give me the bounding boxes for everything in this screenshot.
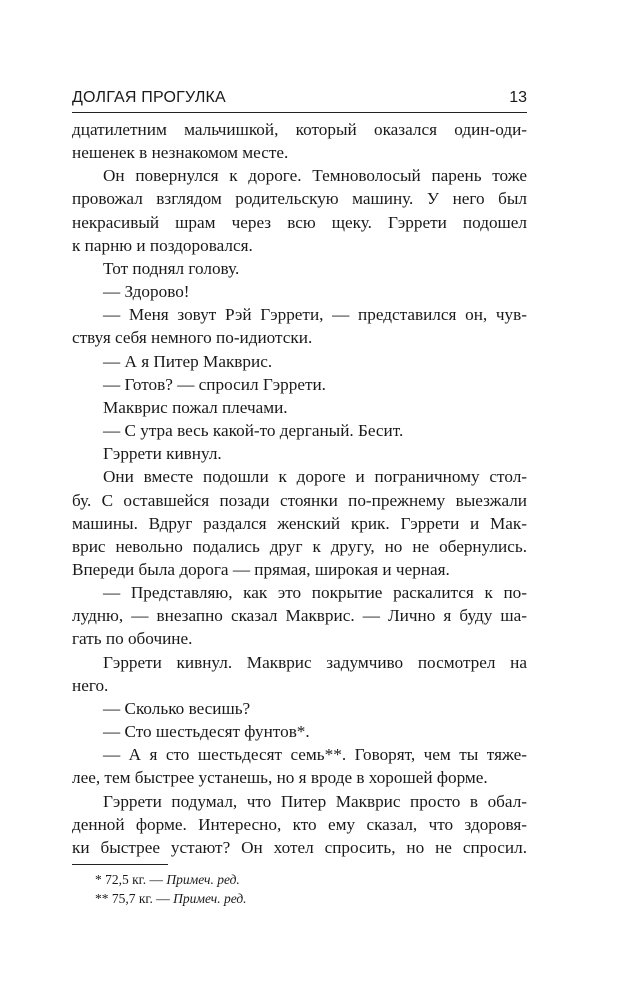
text-line: Они вместе подошли к дороге и пограничному стол-	[103, 467, 527, 487]
text-line: денной форме. Интересно, кто ему сказал, что здоровя-	[72, 814, 527, 834]
text-line: него.	[72, 675, 109, 695]
text-line: — А я сто шестьдесят семь**. Говорят, чем ты тяже-	[103, 745, 527, 765]
text-line: — Готов? — спросил Гэррети.	[103, 374, 326, 394]
running-header-title: ДОЛГАЯ ПРОГУЛКА	[72, 89, 226, 106]
text-line: — С утра весь какой-то дерганый. Бесит.	[103, 421, 404, 441]
text-line: Он повернулся к дороге. Темноволосый парень тоже	[103, 166, 527, 186]
page-number: 13	[509, 89, 527, 106]
text-line: ствуя себя немного по-идиотски.	[72, 328, 313, 348]
text-line: некрасивый шрам через всю щеку. Гэррети подошел	[72, 212, 527, 232]
text-line: — Сто шестьдесят фунтов*.	[103, 722, 310, 742]
text-line: — А я Питер Макврис.	[103, 351, 273, 371]
text-line: лудню, — внезапно сказал Макврис. — Лично я буду ша-	[72, 606, 527, 626]
text-line: бу. С оставшейся позади стоянки по-прежнему выезжали	[72, 490, 527, 510]
text-line: нешенек в незнакомом месте.	[72, 143, 289, 163]
text-line: Гэррети кивнул.	[103, 444, 222, 464]
text-line: дцатилетним мальчишкой, который оказался один-оди-	[72, 120, 527, 139]
text-line: Тот поднял голову.	[103, 258, 240, 278]
text-line: Гэррети подумал, что Питер Макврис просто в обал-	[103, 791, 527, 811]
header-rule	[72, 112, 527, 113]
text-line: лее, тем быстрее устанешь, но я вроде в хорошей форме.	[72, 768, 488, 788]
text-line: машины. Вдруг раздался женский крик. Гэррети и Мак-	[72, 513, 527, 533]
text-line: — Сколько весишь?	[103, 698, 251, 718]
body-text	[72, 118, 527, 859]
footnote-note: Примеч. ред.	[166, 872, 240, 887]
text-line: ки быстрее устают? Он хотел спросить, но не спросил.	[72, 837, 527, 857]
footnote-mark: ** 75,7 кг. —	[95, 891, 174, 906]
footnote-1	[95, 870, 247, 889]
text-line: Гэррети кивнул. Макврис задумчиво посмотрел на	[103, 652, 527, 672]
footnote-mark: * 72,5 кг. —	[95, 872, 167, 887]
text-line: Макврис пожал плечами.	[103, 397, 288, 417]
footnote-rule	[72, 864, 168, 865]
text-line: — Здорово!	[103, 282, 190, 302]
text-line: — Меня зовут Рэй Гэррети, — представился он, чув-	[103, 305, 527, 325]
text-line: провожал взглядом родительскую машину. У него был	[72, 189, 527, 209]
footnotes	[95, 870, 247, 908]
text-line: врис невольно подались друг к другу, но не обернулись.	[72, 536, 527, 556]
text-line: Впереди была дорога — прямая, широкая и черная.	[72, 559, 450, 579]
footnote-2	[95, 889, 247, 908]
text-line: — Представляю, как это покрытие раскалится к по-	[103, 583, 527, 603]
text-line: к парню и поздоровался.	[72, 235, 253, 255]
footnote-note: Примеч. ред.	[173, 891, 247, 906]
text-line: гать по обочине.	[72, 629, 193, 649]
